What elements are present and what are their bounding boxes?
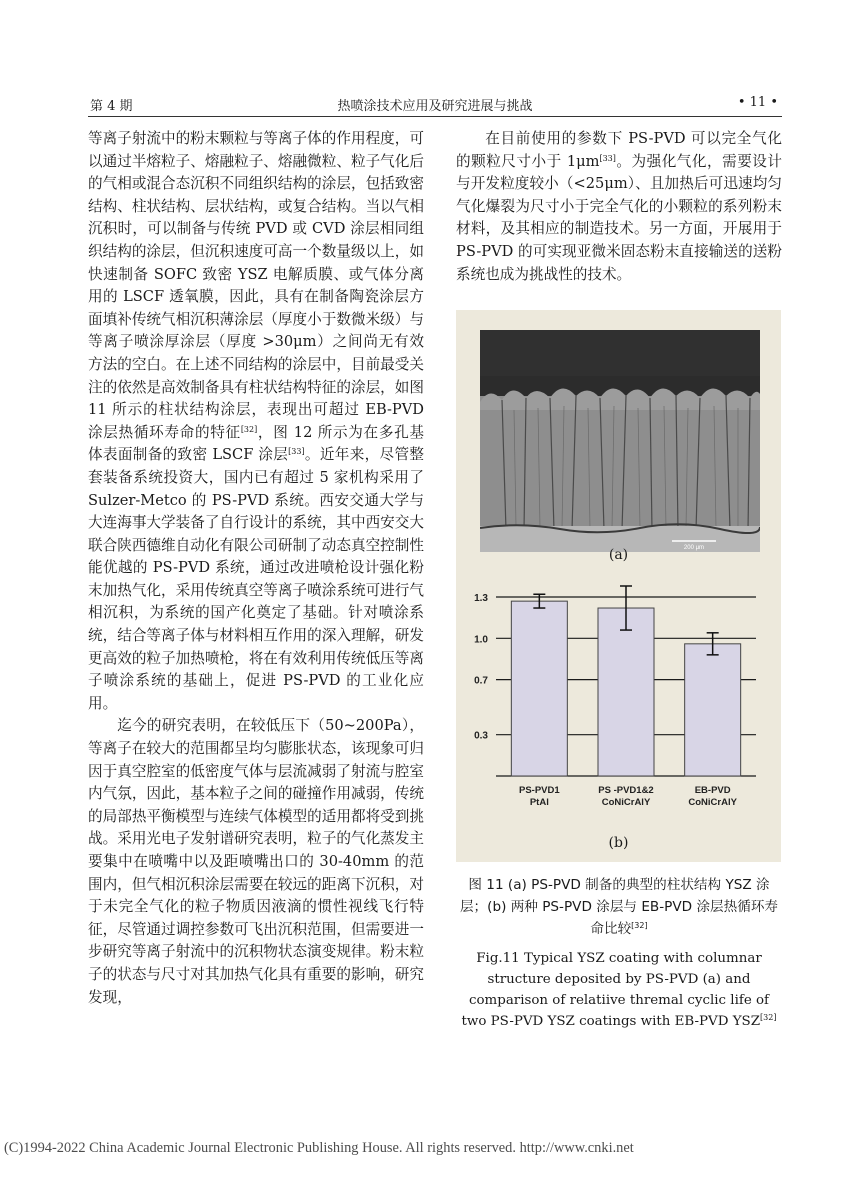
caption-english: Fig.11 Typical YSZ coating with columnar structure deposited by PS-PVD (a) and comparison of relatiive thremal cyclic life of two PS-PVD YSZ coatings with EB-PVD YSZ[32]	[461, 951, 777, 1029]
issue-number: 第 4 期	[90, 99, 133, 114]
category-label: PtAl	[529, 797, 549, 808]
citation: [33]	[288, 447, 305, 457]
category-label: EB-PVD	[694, 785, 731, 796]
citation: [32]	[240, 424, 258, 434]
y-tick-label: 1.3	[474, 593, 488, 605]
bar	[598, 608, 654, 776]
bar	[685, 644, 741, 776]
category-label: PS-PVD1	[519, 785, 560, 796]
category-label: CoNiCrAlY	[688, 797, 737, 808]
paragraph: 迄今的研究表明，在较低压下（50~200Pa），等离子在较大的范围都呈均匀膨胀状态，该现象可归因于真空腔室的低密度气体与层流减弱了射流与腔室内气氛，因此，基本粒子之间的碰撞作用减弱，传统的局部热平衡模型与连续气体模型的适用都将受到挑战。采用光电子发射谱研究表明，粒子的气化蒸发主要集中在喷嘴中以及距喷嘴出口的 30-40mm 的范围内，但气相沉积涂层需要在较远的距离下沉积，对于未完全气化的粒子物质因液滴的惯性视线飞行特征，尽管通过调控参数可飞出沉积范围，但需要进一步研究等离子射流中的沉积物状态演变规律。粉末粒子的状态与尺寸对其加热气化具有重要的影响，研究发现，	[88, 717, 424, 1006]
left-column	[88, 128, 424, 1009]
y-tick-label: 0.7	[474, 675, 488, 687]
paragraph: 在目前使用的参数下 PS-PVD 可以完全气化的颗粒尺寸小于 1μm[33]。为强化气化，需要设计与开发粒度较小（<25μm）、且加热后可迅速均匀气化爆裂为尺寸小于完全气化的小颗粒的系列粉末材料，及其相应的制造技术。另一方面，开展用于 PS-PVD 的可实现亚微米固态粉末直接输送的送粉系统也成为挑战性的技术。	[456, 130, 782, 283]
caption-chinese: 图 11 (a) PS-PVD 制备的典型的柱状结构 YSZ 涂层；(b) 两种 PS-PVD 涂层与 EB-PVD 涂层热循环寿命比较[32]	[459, 877, 779, 937]
right-column	[456, 128, 782, 286]
category-label: PS -PVD1&2	[598, 785, 654, 796]
subfigure-label-a: (a)	[608, 547, 629, 563]
paragraph: 等离子射流中的粉末颗粒与等离子体的作用程度，可以通过半熔粒子、熔融粒子、熔融微粒、粒子气化后的气相或混合态沉积不同组织结构的涂层，包括致密结构、柱状结构、层状结构，或复合结构。当以气相沉积时，可以制备与传统 PVD 或 CVD 涂层相同组织结构的涂层，但沉积速度可高一个数量级以上，如快速制备 SOFC 致密 YSZ 电解质膜、或气体分离用的 LSCF 透氧膜，因此，具有在制备陶瓷涂层方面填补传统气相沉积薄涂层（厚度小于数微米级）与等离子喷涂厚涂层（厚度 >30μm）之间尚无有效方法的空白。在上述不同结构的涂层中，目前最受关注的依然是高效制备具有柱状结构特征的涂层，如图 11 所示的柱状结构涂层，表现出可超过 EB-PVD 涂层热循环寿命的特征[32]，图 12 所示为在多孔基体表面制备的致密 LSCF 涂层[33]。近年来，尽管整套装备系统投资大，国内已有超过 5 家机构采用了 Sulzer-Metco 的 PS-PVD 系统。西安交通大学与大连海事大学装备了自行设计的系统，其中西安交大联合陕西德维自动化有限公司研制了动态真空控制性能优越的 PS-PVD 系统，通过改进喷枪设计强化粉末加热气化，采用传统真空等离子喷涂系统可进行气相沉积，为系统的国产化奠定了基础。针对喷涂系统，结合等离子体与材料相互作用的深入理解，研发更高效的粒子加热喷枪，将在有效利用传统低压等离子喷涂系统的基础上，促进 PS-PVD 的工业化应用。	[88, 130, 424, 712]
figure-caption	[456, 874, 782, 1032]
figure-11	[456, 310, 781, 862]
bar-chart	[456, 580, 781, 840]
subfigure-label-b: (b)	[608, 835, 629, 851]
running-title: 热喷涂技术应用及研究进展与挑战	[337, 99, 533, 114]
y-tick-label: 1.0	[474, 634, 488, 646]
bar	[511, 601, 567, 776]
running-header	[88, 92, 782, 117]
y-tick-label: 0.3	[474, 730, 488, 742]
citation: [32]	[760, 1013, 777, 1022]
micrograph-image	[480, 330, 760, 552]
page-number: • 11 •	[737, 95, 778, 110]
citation: [33]	[599, 153, 616, 163]
category-label: CoNiCrAlY	[601, 797, 651, 808]
citation: [32]	[631, 921, 648, 930]
copyright-footer: (C)1994-2022 China Academic Journal Electronic Publishing House. All rights reserved. http://www.cnki.net	[4, 1140, 634, 1156]
scale-bar-label: 200 μm	[683, 545, 705, 551]
